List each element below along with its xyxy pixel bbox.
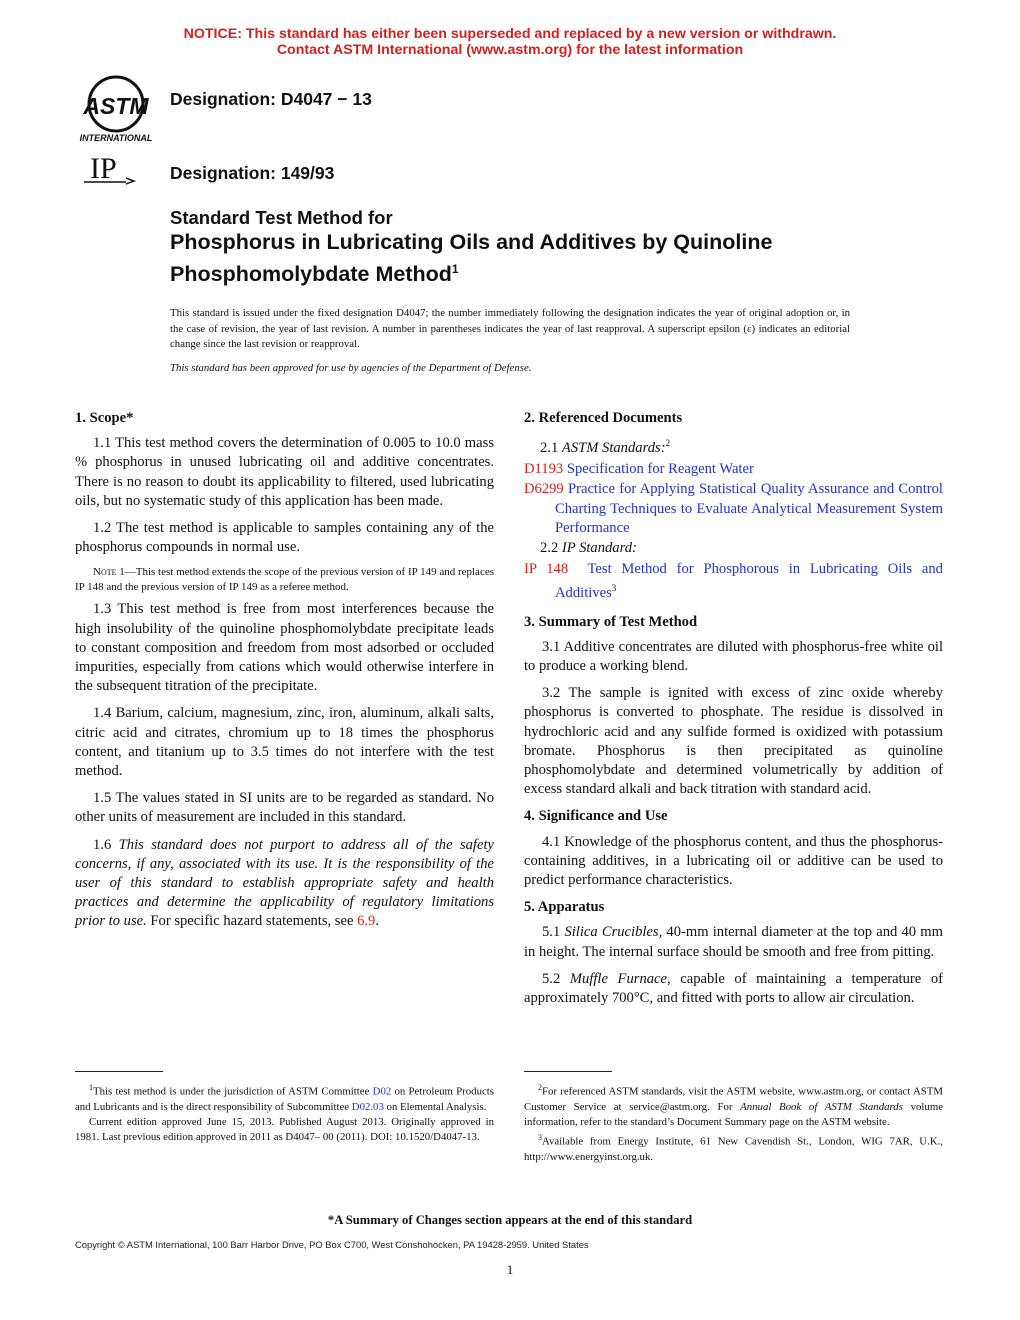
right-column (524, 408, 943, 1016)
footnotes-right (524, 1080, 943, 1165)
footnotes-left (75, 1080, 494, 1145)
notice-line-1: NOTICE: This standard has either been superseded and replaced by a new version or withdrawn. (183, 26, 837, 42)
footnote-2-italic: Annual Book of ASTM Standards (740, 1100, 903, 1113)
para-4-1: 4.1 Knowledge of the phosphorus content, and thus the phosphorus-containing additives, in a lubricating oil or additive can be used to predict performance characteristics. (524, 833, 943, 888)
section-4-heading: 4. Significance and Use (524, 808, 668, 825)
note-1 (75, 565, 494, 594)
section-2-heading: 2. Referenced Documents (524, 410, 683, 426)
notice-line-2: Contact ASTM International (www.astm.org) for the latest information (276, 42, 744, 58)
note-1-text: —This test method extends the scope of the previous version of IP 149 and replaces IP 148 and the previous version of IP 149 as a referee method. (75, 566, 494, 593)
ref-ip148-footnote-mark: 3 (611, 583, 617, 594)
footnote-3-text: Available from Energy Institute, 61 New Cavendish St., London, WIG 7AR, U.K., http://www.energyinst.org.uk. (524, 1135, 943, 1163)
para-1-6-italic: This standard does not purport to address all of the safety concerns, if any, associated with its use. It is the responsibility of the user of this standard to establish appropriate safety and health practices and determine the applicability of regulatory limitations prior to use. (75, 836, 494, 930)
para-1-6-end: . (375, 913, 379, 930)
para-5-1 (524, 923, 943, 961)
subsection-2-1 (524, 434, 943, 458)
dod-approval: This standard has been approved for use by agencies of the Department of Defense. (170, 362, 532, 374)
para-1-2: 1.2 The test method is applicable to samples containing any of the phosphorus compounds in normal use. (75, 520, 494, 556)
reference-ip148[interactable] (524, 560, 943, 603)
footnote-1-edition: Current edition approved June 15, 2013. Published August 2013. Originally approved in 1981. Last previous edition approved in 2011 as D4047– 00 (2011). DOI: 10.1520/D4047-13. (75, 1116, 494, 1144)
astm-designation: Designation: D4047 − 13 (170, 89, 372, 109)
footnote-2-mark: 2 (538, 1083, 542, 1092)
footnote-1-text-c: on Elemental Analysis. (383, 1100, 487, 1113)
para-5-2 (524, 970, 943, 1008)
para-5-2-label: Muffle Furnace, (569, 970, 671, 987)
para-1-1: 1.1 This test method covers the determination of 0.005 to 10.0 mass % phosphorus in unused lubricating oil and additive concentrates. There is no reason to doubt its applicability to filtered, used lubricating oils, but no systematic study of this application has been made. (75, 435, 494, 509)
para-5-1-number: 5.1 (542, 924, 561, 941)
footnote-3-mark: 3 (538, 1133, 542, 1143)
note-1-label: Note 1 (93, 566, 125, 579)
title-line-1: Standard Test Method for (170, 207, 393, 228)
link-6-9[interactable]: 6.9 (357, 913, 376, 930)
subsection-2-1-label: ASTM Standards: (561, 440, 666, 457)
subsection-2-1-footnote-mark: 2 (665, 438, 671, 449)
subsection-2-2-label: IP Standard: (561, 540, 637, 557)
title-line-3: Phosphomolybdate Method (170, 262, 452, 287)
para-3-2: 3.2 The sample is ignited with excess of zinc oxide whereby phosphorus is converted to phosphate. The residue is dissolved in hydrochloric acid and any sulfide formed is oxidized with potassium bromate. Phosphorus is then precipitated as quinoline phosphomolybdate and determined volumetrically by addition of excess standard alkali and back titration with standard acid. (524, 685, 943, 798)
footnote-2-text-a: For referenced ASTM standards, visit the ASTM website, www.astm.org, or contact ASTM Customer Service at service@astm.org. For (524, 1085, 943, 1113)
footnote-rule-right (524, 1071, 612, 1072)
astm-logo-mark: ASTM (83, 93, 149, 119)
link-committee-d02[interactable]: D02 (372, 1085, 392, 1098)
document-title (170, 207, 970, 288)
ref-ip148-code[interactable]: IP 148 (524, 561, 569, 578)
ip-designation: Designation: 149/93 (170, 163, 335, 183)
para-5-2-text: capable of maintaining a temperature of approximately 700°C, and fitted with ports to allow air circulation. (524, 970, 943, 1006)
para-5-1-label: Silica Crucibles, (564, 924, 663, 941)
footnote-1-mark: 1 (89, 1083, 93, 1092)
ip-logo (80, 150, 140, 190)
para-1-6 (75, 836, 494, 932)
section-3-heading: 3. Summary of Test Method (524, 613, 698, 630)
ip-logo-mark: IP (90, 152, 117, 185)
para-1-4: 1.4 Barium, calcium, magnesium, zinc, iron, aluminum, alkali salts, citric acid and citrates, chromium up to 18 times the phosphorus content, and titanium up to 3.5 times do not interfere with the test method. (75, 705, 494, 780)
footnote-1-text-b: on Petroleum Products and Lubricants and is the direct responsibility of Subcommittee (75, 1085, 494, 1113)
section-5-heading: 5. Apparatus (524, 899, 605, 916)
footnote-2-text-b: volume information, refer to the standard’s Document Summary page on the ASTM website. (524, 1100, 944, 1128)
footnote-rule-left (75, 1071, 163, 1072)
para-3-1: 3.1 Additive concentrates are diluted with phosphorus-free white oil to produce a working blend. (524, 638, 943, 674)
reference-d6299[interactable] (524, 480, 943, 538)
footnote-1 (75, 1080, 494, 1115)
para-5-1-text: 40-mm internal diameter at the top and 40 mm in height. The internal surface should be smooth and free from pitting. (524, 924, 943, 960)
para-1-6-rest: For specific hazard statements, see (146, 913, 358, 930)
copyright-line: Copyright © ASTM International, 100 Barr Harbor Drive, PO Box C700, West Conshohocken, PA 19428-2959. United States (75, 1239, 589, 1250)
ref-d6299-code[interactable]: D6299 (524, 481, 564, 498)
section-1-heading: 1. Scope* (75, 410, 134, 426)
ref-ip148-title[interactable]: Test Method for Phosphorous in Lubricating Oils and Additives (555, 561, 943, 602)
ref-d1193-title[interactable]: Specification for Reagent Water (566, 461, 754, 478)
subsection-2-2 (524, 539, 943, 558)
footnote-1-text-a: This test method is under the jurisdiction of ASTM Committee (93, 1085, 373, 1098)
footnote-3 (524, 1130, 943, 1165)
withdrawal-notice (0, 26, 1020, 58)
subsection-2-2-number: 2.2 (540, 540, 559, 557)
astm-logo (70, 74, 162, 144)
intro-paragraph: This standard is issued under the fixed designation D4047; the number immediately following the designation indicates the year of original adoption or, in the case of revision, the year of last revision. A number in parentheses indicates the year of last reapproval. A superscript epsilon (ε) indicates an editorial change since the last revision or reapproval. (170, 307, 850, 351)
ref-d1193-code[interactable]: D1193 (524, 461, 564, 478)
title-footnote-mark: 1 (451, 262, 459, 276)
para-5-2-number: 5.2 (542, 970, 561, 987)
para-1-3: 1.3 This test method is free from most interferences because the high insolubility of the quinoline phosphomolybdate precipitate leads to constant composition and freedom from most adsorbed or occluded impurities, especially from cations which would otherwise interfere in the subsequent titration of the precipitate. (75, 601, 494, 695)
ref-d6299-title[interactable]: Practice for Applying Statistical Quality Assurance and Control Charting Techniques to Evaluate Analytical Measurement System Performance (555, 481, 943, 536)
summary-of-changes-note: *A Summary of Changes section appears at the end of this standard (327, 1213, 693, 1227)
footnote-2 (524, 1080, 943, 1130)
para-1-6-number: 1.6 (93, 836, 112, 853)
para-1-5: 1.5 The values stated in SI units are to be regarded as standard. No other units of measurement are included in this standard. (75, 790, 494, 826)
left-column (75, 408, 494, 940)
astm-logo-caption: INTERNATIONAL (79, 133, 153, 143)
reference-d1193[interactable] (524, 460, 943, 479)
subsection-2-1-number: 2.1 (540, 440, 559, 457)
page-number: 1 (506, 1262, 514, 1277)
link-subcommittee-d02-03[interactable]: D02.03 (351, 1100, 384, 1113)
title-line-2: Phosphorus in Lubricating Oils and Additives by Quinoline (170, 230, 773, 254)
